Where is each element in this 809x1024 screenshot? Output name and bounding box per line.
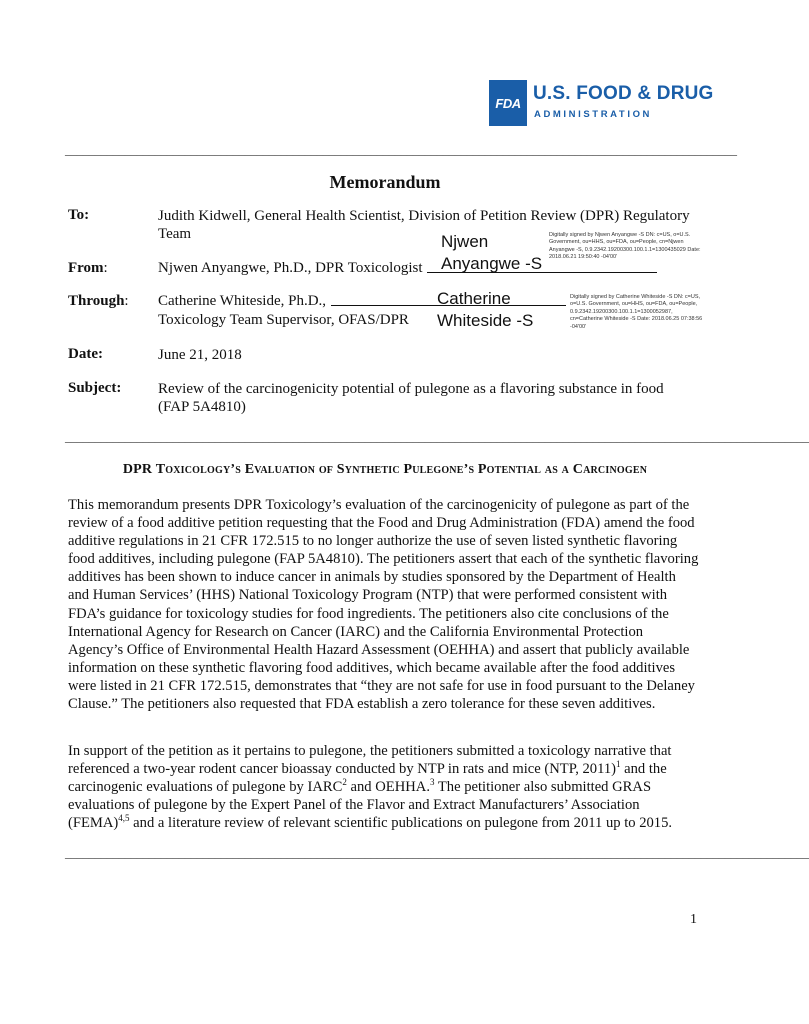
from-value: Njwen Anyangwe, Ph.D., DPR Toxicologist: [158, 260, 423, 276]
page-number: 1: [690, 912, 697, 927]
top-divider: ________________________________________________________________________________________________________________: [65, 143, 737, 157]
fda-logo-mark: FDA: [489, 80, 527, 126]
fda-logo-name: U.S. FOOD & DRUG: [533, 83, 714, 104]
footnote-ref-2: 2: [342, 777, 347, 788]
from-label: From:: [68, 260, 108, 276]
through-value-2: Toxicology Team Supervisor, OFAS/DPR: [158, 312, 409, 328]
through-signature-details: Digitally signed by Catherine Whiteside -S DN: c=US, o=U.S. Government, ou=HHS, ou=FDA, ou=People, 0.9.2342.19200300.100.1.1=1300052987, cn=Catherine Whiteside -S Date: 2018.06.25 07:38:56 -04'00': [570, 294, 703, 330]
from-signature-name-1: Njwen: [441, 232, 489, 251]
footer-divider: ____________________________________________________________________________________________________________________________: [65, 846, 809, 860]
through-signature-name-1: Catherine: [437, 289, 511, 308]
footnote-ref-3: 3: [429, 777, 435, 788]
section-heading: DPR Toxicology’s Evaluation of Synthetic Pulegone’s Potential as a Carcinogen: [122, 462, 648, 477]
header-divider: ____________________________________________________________________________________________________________________________: [65, 430, 809, 444]
from-signature-details: Digitally signed by Njwen Anyangwe -S DN: c=US, o=U.S. Government, ou=HHS, ou=FDA, ou=People, cn=Njwen Anyangwe -S, 0.9.2342.19200300.100.1.1=1300435029 Date: 2018.06.21 19:50:40 -04'00': [549, 232, 701, 261]
fda-logo: [489, 80, 714, 126]
footnote-ref-1: 1: [616, 759, 621, 770]
through-signature-name-2: Whiteside -S: [437, 311, 534, 330]
paragraph-2: In support of the petition as it pertains to pulegone, the petitioners submitted a toxicology narrative that referenced a two-year rodent cancer bioassay conducted by NTP in rats and mice (NTP, 2011)$^1$ and the carcinogenic evaluations of pulegone by IARC$^2$ and OEHHA.$^3$ The petitioner also submitted GRAS evaluations of pulegone by the Expert Panel of the Flavor and Extract Manufacturers’ Association (FEMA)$^{4,5}$ and a literature review of relevant scientific publications on pulegone from 2011 up to 2015.: [68, 743, 673, 832]
from-signature-name-2: Anyangwe -S: [441, 254, 543, 273]
through-value-1: Catherine Whiteside, Ph.D.,: [158, 293, 327, 309]
subject-label: Subject:: [68, 380, 122, 396]
to-label: To:: [68, 207, 90, 223]
through-label: Through:: [68, 293, 129, 309]
footnote-ref-5: 5: [125, 813, 130, 824]
date-label: Date:: [68, 346, 103, 362]
subject-value: Review of the carcinogenicity potential of pulegone as a flavoring substance in food (FAP 5A4810): [158, 381, 664, 415]
memo-title: Memorandum: [329, 172, 441, 192]
footnote-ref-4: 4: [118, 813, 123, 824]
fda-logo-subtitle: ADMINISTRATION: [534, 109, 653, 120]
to-value: Judith Kidwell, General Health Scientist, Division of Petition Review (DPR) Regulatory Team: [158, 208, 690, 242]
date-value: June 21, 2018: [158, 347, 242, 363]
paragraph-1: This memorandum presents DPR Toxicology’s evaluation of the carcinogenicity of pulegone as part of the review of a food additive petition requesting that the Food and Drug Administration (FDA) amend the food additive regulations in 21 CFR 172.515 to no longer authorize the use of seven listed synthetic flavoring food additives, including pulegone (FAP 5A4810). The petitioners assert that each of the synthetic flavoring additives has been shown to induce cancer in animals by studies sponsored by the Department of Health and Human Services’ (HHS) National Toxicology Program (NTP) that were performed consistent with FDA’s guidance for toxicology studies for food ingredients. The petitioners also cite conclusions of the International Agency for Research on Cancer (IARC) and the California Environmental Protection Agency’s Office of Environmental Health Hazard Assessment (OEHHA) and assert that publicly available information on these synthetic flavoring food additives, which became available after the food additives were listed in 21 CFR 172.515, demonstrates that “they are not safe for use in food pursuant to the Delaney Clause.” The petitioners also requested that FDA establish a zero tolerance for these seven additives.: [68, 497, 699, 713]
